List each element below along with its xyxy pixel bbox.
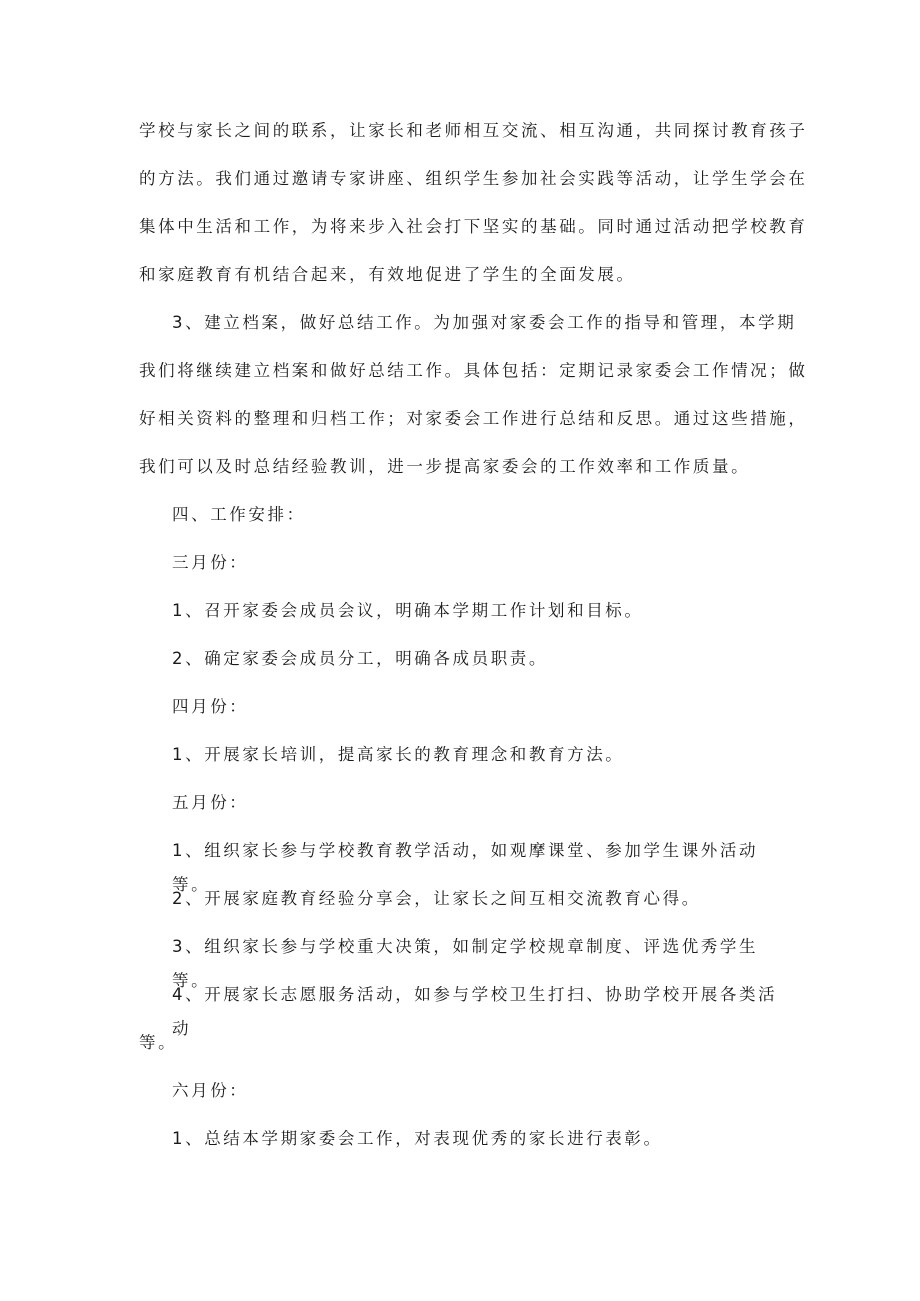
list-item: 1、召开家委会成员会议，明确本学期工作计划和目标。 [172, 601, 644, 620]
list-item: 2、确定家委会成员分工，明确各成员职责。 [172, 649, 548, 668]
text-line: 3、建立档案，做好总结工作。为加强对家委会工作的指导和管理，本学期 [172, 313, 797, 332]
text-line: 的方法。我们通过邀请专家讲座、组织学生参加社会实践等活动，让学生学会在 [139, 169, 808, 188]
document-body [139, 114, 808, 1170]
list-item: 2、开展家庭教育经验分享会，让家长之间互相交流教育心得。 [172, 889, 701, 908]
list-item: 1、开展家长培训，提高家长的教育理念和教育方法。 [172, 745, 625, 764]
month-title-june: 六月份： [172, 1081, 249, 1100]
text-line: 集体中生活和工作，为将来步入社会打下坚实的基础。同时通过活动把学校教育 [139, 217, 808, 236]
list-item: 3、组织家长参与学校重大决策，如制定学校规章制度、评选优秀学生等。 [172, 937, 759, 990]
text-line: 我们可以及时总结经验教训，进一步提高家委会的工作效率和工作质量。 [139, 457, 751, 476]
text-line: 和家庭教育有机结合起来，有效地促进了学生的全面发展。 [139, 265, 636, 284]
paragraph-parent-contact [139, 114, 808, 306]
month-title-march: 三月份： [172, 553, 249, 572]
text-line: 好相关资料的整理和归档工作；对家委会工作进行总结和反思。通过这些措施， [139, 409, 808, 428]
text-line: 我们将继续建立档案和做好总结工作。具体包括：定期记录家委会工作情况；做 [139, 361, 808, 380]
section-heading-schedule: 四、工作安排： [172, 505, 306, 524]
paragraph-archive-summary [139, 306, 808, 498]
month-title-may: 五月份： [172, 793, 249, 812]
month-title-april: 四月份： [172, 697, 249, 716]
list-item: 4、开展家长志愿服务活动，如参与学校卫生打扫、协助学校开展各类活动 [172, 985, 778, 1038]
list-item: 1、组织家长参与学校教育教学活动，如观摩课堂、参加学生课外活动等。 [172, 841, 759, 894]
text-line: 学校与家长之间的联系，让家长和老师相互交流、相互沟通，共同探讨教育孩子 [139, 121, 808, 140]
list-item-continuation: 等。 [139, 1033, 178, 1052]
list-item: 1、总结本学期家委会工作，对表现优秀的家长进行表彰。 [172, 1129, 663, 1148]
